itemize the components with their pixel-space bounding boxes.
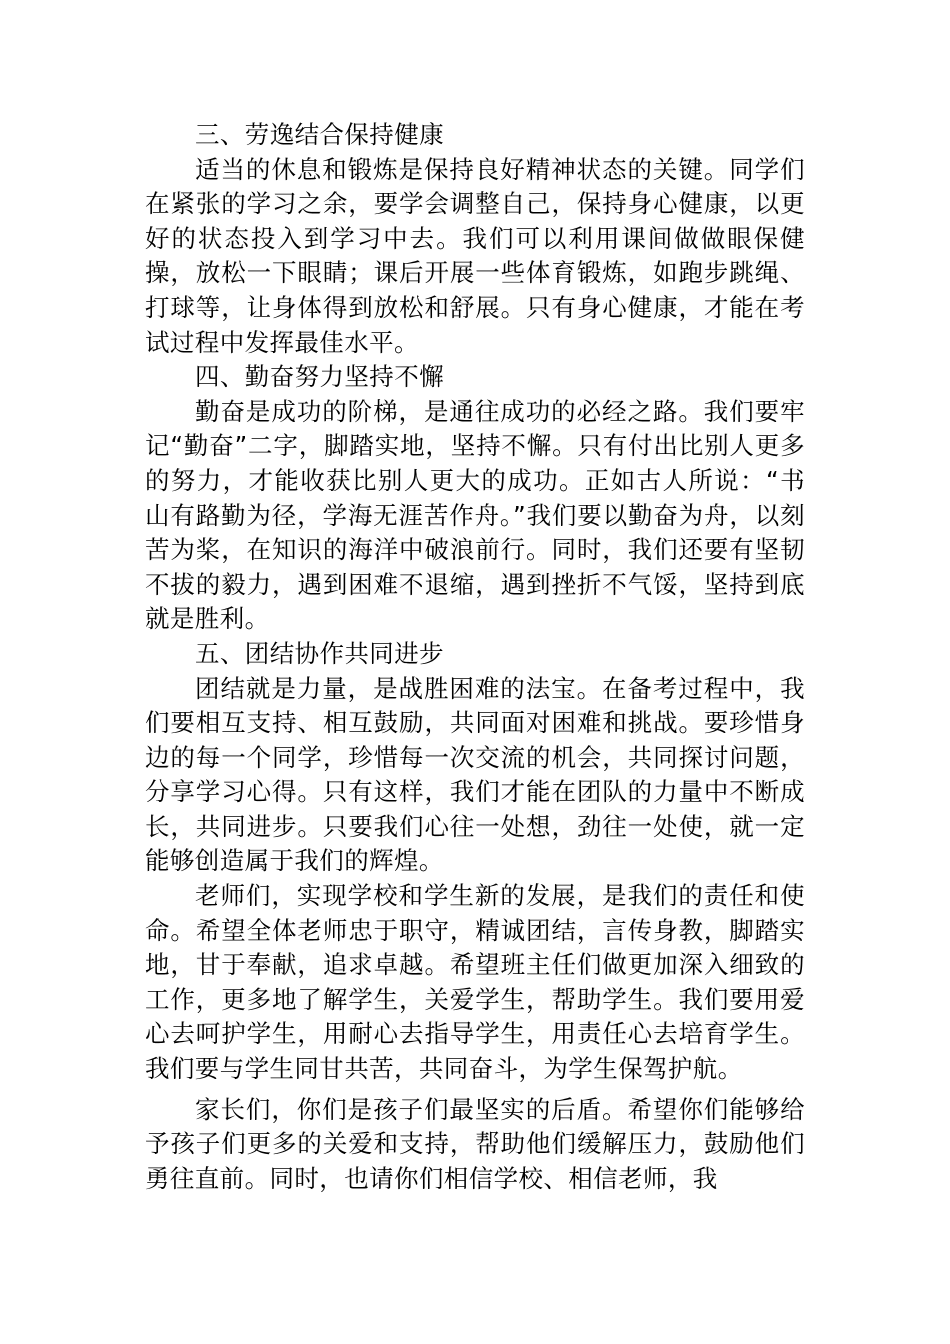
section-heading-4: 四、勤奋努力坚持不懈 bbox=[195, 362, 444, 392]
paragraph-diligence: 勤奋是成功的阶梯，是通往成功的必经之路。我们要牢记“勤奋”二字，脚踏实地，坚持不懈。只有付出比别人更多的努力，才能收获比别人更大的成功。正如古人所说：“书山有路勤为径，学海无涯苦作舟。”我们要以勤奋为舟，以刻苦为桨，在知识的海洋中破浪前行。同时，我们还要有坚韧不拔的毅力，遇到困难不退缩，遇到挫折不气馁，坚持到底就是胜利。 bbox=[145, 396, 805, 634]
paragraph-teachers: 老师们，实现学校和学生新的发展，是我们的责任和使命。希望全体老师忠于职守，精诚团结，言传身教，脚踏实地，甘于奉献，追求卓越。希望班主任们做更加深入细致的工作，更多地了解学生，关爱学生，帮助学生。我们要用爱心去呵护学生，用耐心去指导学生，用责任心去培育学生。我们要与学生同甘共苦，共同奋斗，为学生保驾护航。 bbox=[145, 881, 805, 1084]
section-heading-3: 三、劳逸结合保持健康 bbox=[195, 120, 444, 149]
document-body bbox=[145, 118, 805, 1196]
paragraph-teamwork: 团结就是力量，是战胜困难的法宝。在备考过程中，我们要相互支持、相互鼓励，共同面对困难和挑战。要珍惜身边的每一个同学，珍惜每一次交流的机会，共同探讨问题，分享学习心得。只有这样，我们才能在团队的力量中不断成长，共同进步。只要我们心往一处想，劲往一处使，就一定能够创造属于我们的辉煌。 bbox=[145, 673, 805, 876]
paragraph-rest-and-health: 适当的休息和锻炼是保持良好精神状态的关键。同学们在紧张的学习之余，要学会调整自己，保持身心健康，以更好的状态投入到学习中去。我们可以利用课间做做眼保健操，放松一下眼睛；课后开展一些体育锻炼，如跑步跳绳、打球等，让身体得到放松和舒展。只有身心健康，才能在考试过程中发挥最佳水平。 bbox=[145, 154, 805, 357]
section-heading-5: 五、团结协作共同进步 bbox=[195, 638, 444, 668]
paragraph-parents: 家长们，你们是孩子们最坚实的后盾。希望你们能够给予孩子们更多的关爱和支持，帮助他们缓解压力，鼓励他们勇往直前。同时，也请你们相信学校、相信老师，我 bbox=[145, 1094, 805, 1193]
